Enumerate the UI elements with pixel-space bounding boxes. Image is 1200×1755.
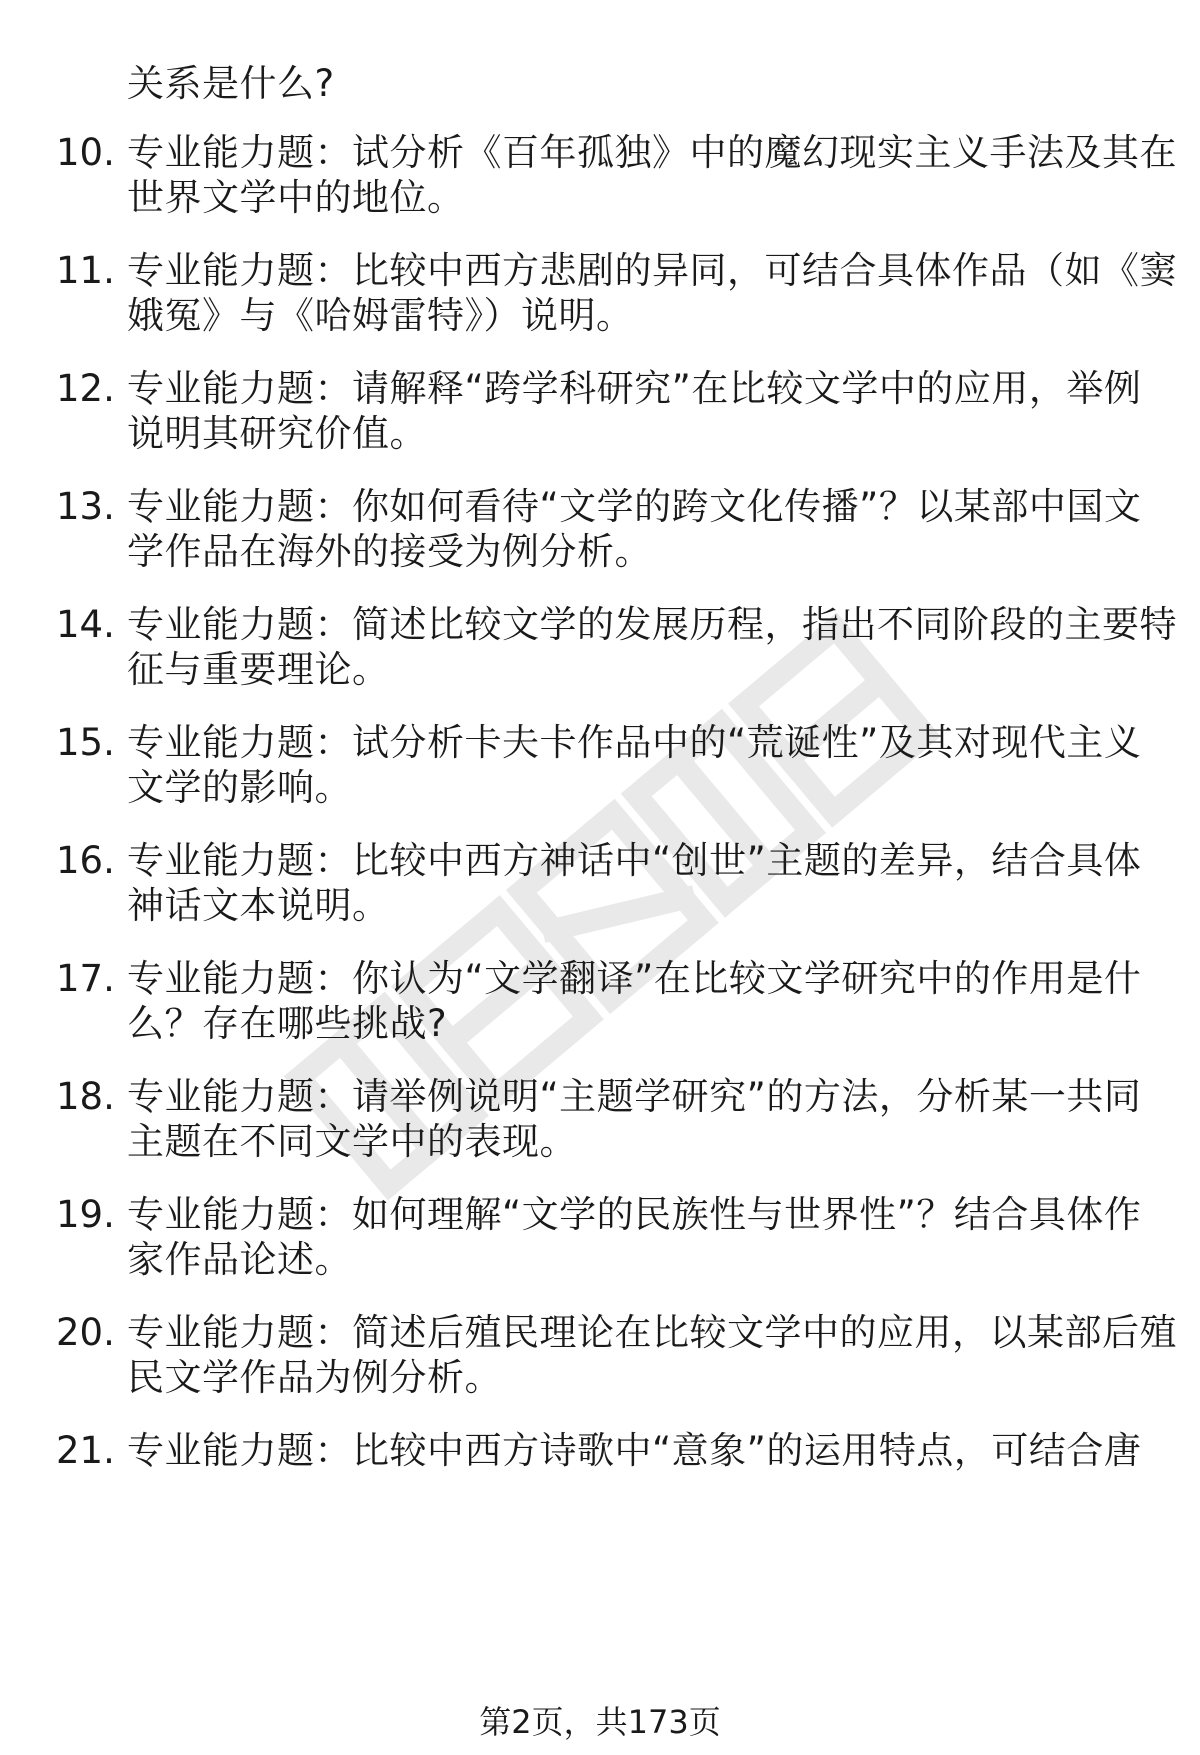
- question-text-line: 专业能力题：简述后殖民理论在比较文学中的应用，以某部后殖: [127, 1311, 1177, 1354]
- question-text-line: 学作品在海外的接受为例分析。: [127, 530, 652, 573]
- question-text-line: 专业能力题：你如何看待“文学的跨文化传播”？以某部中国文: [127, 485, 1142, 528]
- question-text-line: 娥冤》与《哈姆雷特》）说明。: [127, 294, 634, 337]
- question-number: 18.: [56, 1075, 115, 1118]
- question-text-line: 专业能力题：你认为“文学翻译”在比较文学研究中的作用是什: [127, 957, 1142, 1000]
- page-footer: 第2页，共173页: [479, 1703, 721, 1741]
- question-number: 19.: [56, 1193, 115, 1236]
- question-text-line: 专业能力题：试分析《百年孤独》中的魔幻现实主义手法及其在: [127, 131, 1177, 174]
- question-text-line: 专业能力题：简述比较文学的发展历程，指出不同阶段的主要特: [127, 603, 1177, 646]
- question-text-line: 说明其研究价值。: [127, 412, 427, 455]
- question-text-line: 文学的影响。: [127, 766, 352, 809]
- question-text-line: 专业能力题：比较中西方神话中“创世”主题的差异，结合具体: [127, 839, 1142, 882]
- question-text-line: 么？存在哪些挑战?: [127, 1002, 448, 1045]
- question-text-line: 神话文本说明。: [127, 884, 390, 927]
- question-number: 21.: [56, 1429, 115, 1472]
- question-text-line: 专业能力题：比较中西方悲剧的异同，可结合具体作品（如《窦: [127, 249, 1177, 292]
- question-number: 17.: [56, 957, 115, 1000]
- question-number: 14.: [56, 603, 115, 646]
- question-text-line: 征与重要理论。: [127, 648, 390, 691]
- question-number: 11.: [56, 249, 115, 292]
- question-text-line: 专业能力题：请举例说明“主题学研究”的方法，分析某一共同: [127, 1075, 1142, 1118]
- question-number: 16.: [56, 839, 115, 882]
- question-number: 15.: [56, 721, 115, 764]
- question-text-line: 专业能力题：比较中西方诗歌中“意象”的运用特点，可结合唐: [127, 1429, 1142, 1472]
- question-text-line: 专业能力题：如何理解“文学的民族性与世界性”？结合具体作: [127, 1193, 1142, 1236]
- question-number: 13.: [56, 485, 115, 528]
- question-text-line: 主题在不同文学中的表现。: [127, 1120, 577, 1163]
- question-number: 10.: [56, 131, 115, 174]
- question-text-line: 世界文学中的地位。: [127, 176, 465, 219]
- question-text-line: 民文学作品为例分析。: [127, 1356, 502, 1399]
- question-text-line: 家作品论述。: [127, 1238, 352, 1281]
- question-number: 12.: [56, 367, 115, 410]
- continuation-line: 关系是什么?: [127, 62, 335, 105]
- question-number: 20.: [56, 1311, 115, 1354]
- question-text-line: 专业能力题：试分析卡夫卡作品中的“荒诞性”及其对现代主义: [127, 721, 1142, 764]
- question-text-line: 专业能力题：请解释“跨学科研究”在比较文学中的应用，举例: [127, 367, 1142, 410]
